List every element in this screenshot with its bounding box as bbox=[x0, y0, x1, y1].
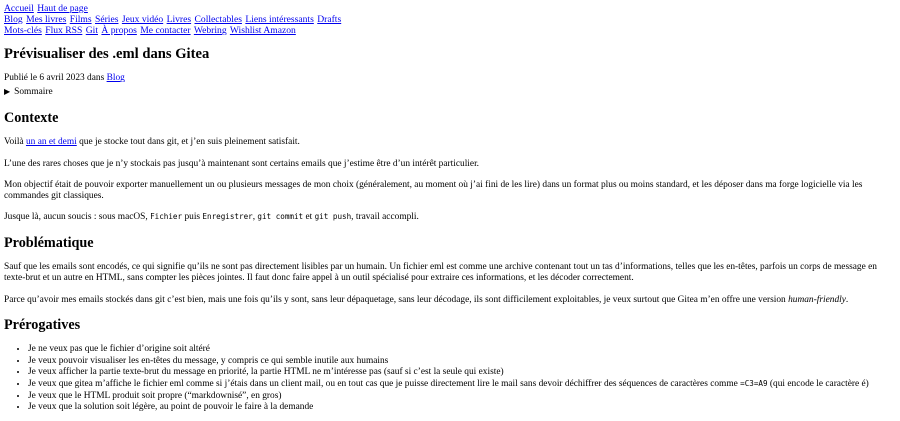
site-navigation bbox=[4, 3, 896, 37]
text-span: puis bbox=[182, 212, 203, 223]
nav-link-haut-de-page[interactable]: Haut de page bbox=[37, 3, 88, 14]
triangle-right-icon: ▶ bbox=[4, 86, 11, 96]
text-span: Jusque là, aucun soucis : sous macOS, bbox=[4, 212, 151, 223]
link-un-an-et-demi[interactable]: un an et demi bbox=[25, 137, 77, 148]
list-item bbox=[28, 378, 896, 390]
emphasis-human-friendly: human-friendly bbox=[788, 294, 846, 305]
nav-link-a-propos[interactable]: À propos bbox=[101, 25, 137, 37]
nav-link-me-contacter[interactable]: Me contacter bbox=[140, 25, 191, 37]
list-item: • Je veux pouvoir visualiser les en-têtes du message, y compris ce qui semble inutile aux humains bbox=[28, 356, 896, 367]
nav-link-liens-interessants[interactable]: Liens intéressants bbox=[245, 14, 314, 26]
paragraph-contexte-1 bbox=[4, 137, 896, 148]
paragraph-contexte-2: L’une des rares choses que je n’y stockais pas jusqu’à maintenant sont certains emails que j’estime être d’un intérêt particulier. bbox=[4, 158, 480, 169]
paragraph-problematique-2 bbox=[4, 295, 896, 306]
nav-row-3 bbox=[4, 25, 896, 36]
page-title: Prévisualiser des .eml dans Gitea bbox=[4, 45, 210, 62]
nav-link-drafts[interactable]: Drafts bbox=[317, 14, 342, 26]
nav-row-1 bbox=[4, 3, 896, 14]
nav-link-collectables[interactable]: Collectables bbox=[194, 14, 242, 26]
prerogatives-list bbox=[4, 344, 896, 413]
paragraph-contexte-4 bbox=[4, 212, 896, 223]
text-span: , bbox=[252, 212, 258, 223]
text-span: (qui encode le caractère é) bbox=[767, 379, 869, 390]
nav-link-blog[interactable]: Blog bbox=[4, 14, 23, 26]
code-git-push: git push bbox=[314, 212, 352, 222]
list-item: • Je veux que le HTML produit soit propre (“markdownisé”, en gros) bbox=[28, 391, 896, 402]
nav-link-accueil[interactable]: Accueil bbox=[4, 3, 34, 14]
text-span: et bbox=[303, 212, 315, 223]
code-encoded-sequence: =C3=A9 bbox=[740, 379, 768, 389]
code-git-commit: git commit bbox=[257, 212, 304, 222]
text-span: , travail accompli. bbox=[351, 212, 419, 223]
heading-contexte: Contexte bbox=[4, 109, 59, 126]
heading-problematique: Problématique bbox=[4, 234, 94, 251]
nav-link-wishlist-amazon[interactable]: Wishlist Amazon bbox=[229, 25, 296, 37]
nav-link-jeux-video[interactable]: Jeux vidéo bbox=[121, 14, 164, 26]
nav-link-series[interactable]: Séries bbox=[95, 14, 119, 26]
nav-link-mots-cles[interactable]: Mots-clés bbox=[4, 25, 42, 37]
category-link-blog[interactable]: Blog bbox=[106, 73, 125, 84]
article bbox=[4, 46, 896, 414]
nav-link-flux-rss[interactable]: Flux RSS bbox=[45, 25, 83, 37]
summary-toggle[interactable] bbox=[4, 87, 896, 98]
list-item: • Je veux que la solution soit légère, au point de pouvoir le faire à la demande bbox=[28, 402, 896, 413]
text-span: . bbox=[845, 294, 849, 305]
nav-link-livres[interactable]: Livres bbox=[166, 14, 192, 26]
list-item: • Je ne veux pas que le fichier d’origine soit altéré bbox=[28, 344, 896, 355]
paragraph-problematique-1: Sauf que les emails sont encodés, ce qui signifie qu’ils ne sont pas directement lisibles par un humain. Un fichier eml est comme une archive contenant tout un tas d’informations, telles que les en-têtes, parfois un corps de message en texte-brut et un autre en HTML, sans compter les pièces jointes. Il faut donc faire appel à un outil spécialisé pour extraire ces informations, et les décoder correctement. bbox=[4, 262, 877, 284]
list-item: • Je veux afficher la partie texte-brut du message en priorité, la partie HTML ne m’intéresse pas (sauf si c’est la seule qui existe) bbox=[28, 367, 896, 378]
nav-link-films[interactable]: Films bbox=[69, 14, 92, 26]
code-fichier: Fichier bbox=[150, 212, 183, 222]
nav-row-2 bbox=[4, 14, 896, 25]
nav-link-webring[interactable]: Webring bbox=[193, 25, 227, 37]
summary-label: Sommaire bbox=[14, 86, 53, 97]
nav-link-mes-livres[interactable]: Mes livres bbox=[26, 14, 67, 26]
code-enregistrer: Enregistrer bbox=[202, 212, 253, 222]
table-of-contents bbox=[4, 87, 896, 98]
text-span: Parce qu’avoir mes emails stockés dans git c’est bien, mais une fois qu’ils y sont, sans leur dépaquetage, sans leur décodage, ils sont difficilement exploitables, je veux surtout que Gitea m’en offre une version bbox=[4, 294, 789, 305]
nav-link-git[interactable]: Git bbox=[85, 25, 98, 37]
text-span: que je stocke tout dans git, et j’en suis pleinement satisfait. bbox=[76, 137, 300, 148]
text-span: Voilà bbox=[4, 137, 26, 148]
article-meta bbox=[4, 73, 896, 84]
text-span: Je veux que gitea m’affiche le fichier eml comme si j’étais dans un client mail, ou en tout cas que je puisse directement lire le mail sans devoir déchiffrer des séquences de caractères comme bbox=[28, 379, 741, 390]
publish-date-text: Publié le 6 avril 2023 dans bbox=[4, 73, 107, 84]
paragraph-contexte-3: Mon objectif était de pouvoir exporter manuellement un ou plusieurs messages de mon choix (généralement, au moment où j’ai fini de les lire) dans un format plus ou moins standard, et les déposer dans ma forge logicielle via les commandes git classiques. bbox=[4, 179, 863, 202]
heading-prerogatives: Prérogatives bbox=[4, 316, 81, 333]
